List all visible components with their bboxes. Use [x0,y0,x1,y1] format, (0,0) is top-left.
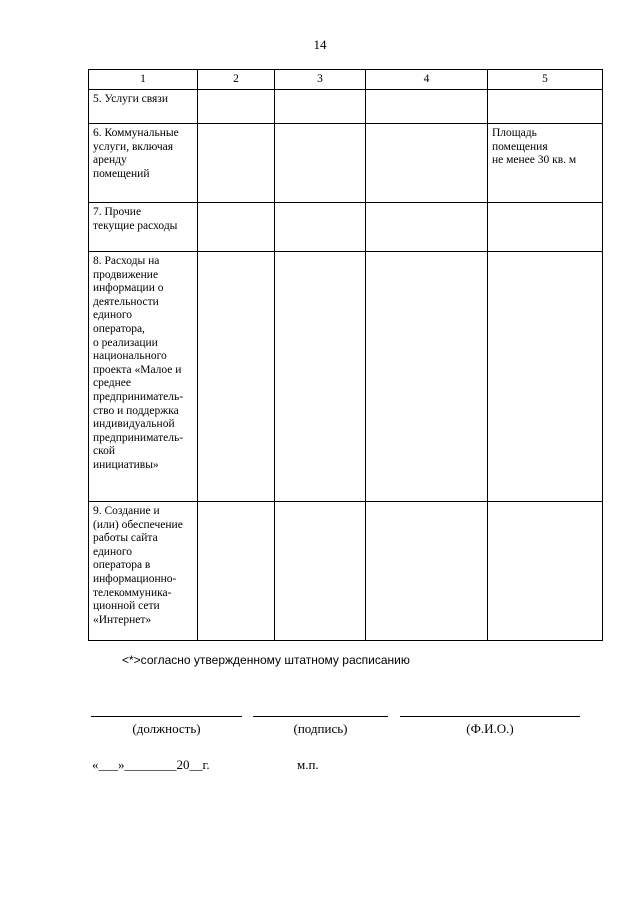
table-cell [275,203,366,252]
signature-line [253,716,388,717]
table-header-row [89,70,603,90]
row-title-utilities: 6. Коммунальные услуги, включая аренду помещений [89,124,198,203]
footnote: <*>согласно утвержденному штатному расписанию [122,653,410,667]
column-header: 2 [198,70,275,90]
table-cell [488,90,603,124]
table-cell [275,252,366,502]
column-header: 1 [89,70,198,90]
table-row [89,124,603,203]
table-cell [198,124,275,203]
signature-label: (подпись) [293,721,348,736]
table-row [89,252,603,502]
table-cell [366,124,488,203]
column-header: 3 [275,70,366,90]
date-line: «___»________20__г. [92,757,210,772]
position-signature-line [91,716,242,717]
position-label: (должность) [132,721,201,736]
full-name-label: (Ф.И.О.) [466,721,514,736]
table-cell [366,502,488,641]
table-row [89,203,603,252]
expenses-table [88,69,603,641]
table-cell [488,203,603,252]
row-title-promotion: 8. Расходы на продвижение информации о деятельности единого оператора, о реализации национального проекта «Малое и среднее предприниматель- ство и поддержка индивидуальной предприниматель- ской инициативы» [89,252,198,502]
table-cell [198,252,275,502]
table-row [89,90,603,124]
table-cell [198,90,275,124]
table-cell [198,203,275,252]
table-cell [198,502,275,641]
table-row [89,502,603,641]
table-cell [275,502,366,641]
table-cell [275,90,366,124]
column-header: 5 [488,70,603,90]
row-title-website: 9. Создание и (или) обеспечение работы сайта единого оператора в информационно- телекоммуника- ционной сети «Интернет» [89,502,198,641]
row-title-communications: 5. Услуги связи [89,90,198,124]
name-signature-line [400,716,580,717]
table-cell [366,252,488,502]
table-cell [366,203,488,252]
table-cell [488,252,603,502]
page-number: 14 [313,37,327,52]
table-cell [366,90,488,124]
table-cell [488,502,603,641]
table-cell [275,124,366,203]
stamp-place-label: м.п. [297,757,319,772]
column-header: 4 [366,70,488,90]
row-title-other-expenses: 7. Прочие текущие расходы [89,203,198,252]
note-cell: Площадь помещения не менее 30 кв. м [488,124,603,203]
